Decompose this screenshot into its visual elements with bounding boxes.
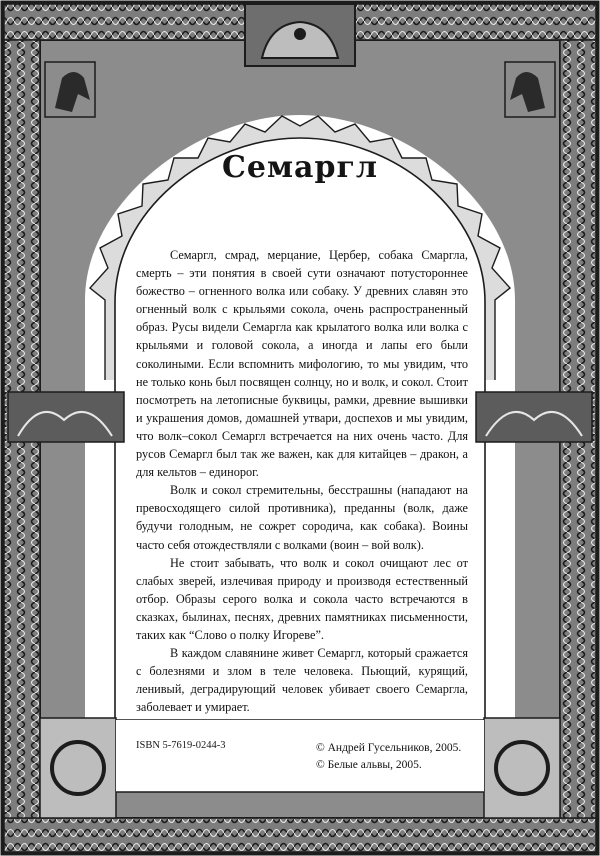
paragraph: Не стоит забывать, что волк и сокол очищают лес от слабых зверей, излечивая природу и производя естественный отбор. Образы серого волка и сокола часто встречаются в сказках, былинах, песнях, древних памятниках письменности, таких как “Слово о полку Игореве”. — [136, 555, 468, 642]
paragraph: Семаргл, смрад, мерцание, Цербер, собака Смаргла, смерть – эти понятия в своей сути означают потустороннее божество – огненного волка или собаку. У древних славян это огненный волк с крыльями сокола, очень распространенный образ. Русы видели Семаргла как крылатого волка или волка с крыльями и головой сокола, а иногда и лапы его были соколиными. Если вспомнить мифологию, то мы увидим, что не только конь был посвящен солнцу, но и волк, и сокол. Стоит посмотреть на летописные буквицы, рамки, древние вышивки и украшения домов, домашней утвари, доспехов и мы увидим, что волк–сокол Семаргл встречается на них очень часто. Для русов Семаргл был так же важен, как для китайцев – дракон, а для кельтов – единорог. — [136, 248, 468, 480]
article-body — [136, 246, 468, 716]
isbn-label: ISBN 5-7619-0244-3 — [136, 740, 226, 751]
paragraph: Волк и сокол стремительны, бесстрашны (нападают на превосходящего силой противника), преданны (волк, даже будучи голодным, не сожрет сородича, как собака). Воины часто себя отождествляли с волками (воин – вой волк). — [136, 483, 468, 552]
copyright-line: © Андрей Гусельников, 2005. — [316, 742, 462, 754]
copyright-block — [316, 740, 461, 774]
page-title: Семаргл — [222, 150, 378, 185]
copyright-line: © Белые альвы, 2005. — [316, 759, 422, 771]
paragraph: В каждом славянине живет Семаргл, который сражается с болезнями и злом в теле человека. Пьющий, курящий, ленивый, деградирующий человек убивает своего Семаргла, заболевает и умирает. — [136, 646, 468, 715]
